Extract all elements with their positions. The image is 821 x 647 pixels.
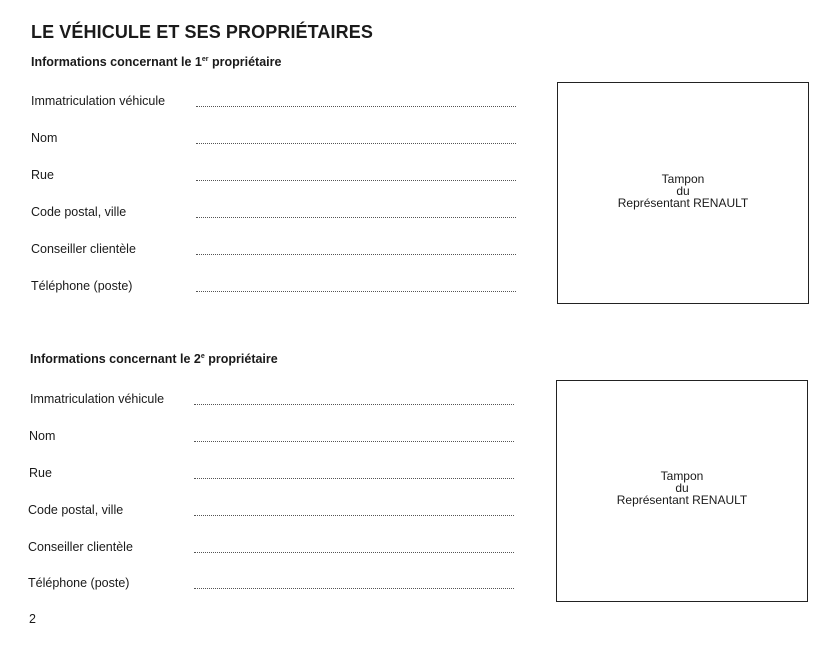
owner2-field-phone[interactable] xyxy=(28,576,518,596)
owner2-field-name[interactable] xyxy=(29,429,519,449)
owner1-stamp-caption xyxy=(558,173,808,209)
owner2-field-name-label: Nom xyxy=(29,429,56,443)
owner1-field-registration-dotted-line[interactable] xyxy=(196,106,516,107)
owner2-field-street-dotted-line[interactable] xyxy=(194,478,514,479)
owner2-heading-prefix: Informations concernant le 2 xyxy=(30,352,201,366)
owner1-field-phone-dotted-line[interactable] xyxy=(196,291,516,292)
owner1-field-registration-label: Immatriculation véhicule xyxy=(31,94,166,108)
owner1-field-street-dotted-line[interactable] xyxy=(196,180,516,181)
page-title: LE VÉHICULE ET SES PROPRIÉTAIRES xyxy=(31,22,373,42)
owner2-dealer-stamp-box[interactable] xyxy=(556,380,808,602)
owner1-field-postcode-city[interactable] xyxy=(31,205,521,225)
owner2-stamp-line-3: Représentant RENAULT xyxy=(616,493,748,507)
owner2-field-postcode-city-label: Code postal, ville xyxy=(28,503,124,517)
owner1-field-registration[interactable] xyxy=(31,94,521,114)
owner1-field-advisor[interactable] xyxy=(31,242,521,262)
owner2-field-phone-dotted-line[interactable] xyxy=(194,588,514,589)
owner2-stamp-caption xyxy=(557,470,807,506)
owner2-heading-superscript: e xyxy=(200,352,205,360)
owner1-field-postcode-city-label: Code postal, ville xyxy=(31,205,127,219)
owner1-stamp-line-2: du xyxy=(676,184,690,198)
owner1-heading xyxy=(31,55,281,69)
owner1-field-phone-label: Téléphone (poste) xyxy=(31,279,133,293)
owner1-field-name-label: Nom xyxy=(31,131,58,145)
owner1-heading-suffix: propriétaire xyxy=(208,55,282,69)
owner2-field-advisor-label: Conseiller clientèle xyxy=(28,540,133,554)
owner1-field-street[interactable] xyxy=(31,168,521,188)
owner1-field-phone[interactable] xyxy=(31,279,521,299)
owner1-field-advisor-label: Conseiller clientèle xyxy=(31,242,136,256)
owner1-field-street-label: Rue xyxy=(31,168,54,182)
page-number: 2 xyxy=(29,612,36,626)
owner1-field-advisor-dotted-line[interactable] xyxy=(196,254,516,255)
owner2-field-street[interactable] xyxy=(29,466,519,486)
owner2-field-postcode-city[interactable] xyxy=(28,503,518,523)
owner1-field-name[interactable] xyxy=(31,131,521,151)
owner2-field-advisor[interactable] xyxy=(28,540,518,560)
owner2-field-registration-dotted-line[interactable] xyxy=(194,404,514,405)
owner1-field-name-dotted-line[interactable] xyxy=(196,143,516,144)
owner2-field-postcode-city-dotted-line[interactable] xyxy=(194,515,514,516)
owner1-heading-prefix: Informations concernant le 1 xyxy=(31,55,202,69)
owner2-stamp-line-2: du xyxy=(675,481,689,495)
owner2-field-registration-label: Immatriculation véhicule xyxy=(30,392,165,406)
owner2-field-name-dotted-line[interactable] xyxy=(194,441,514,442)
owner1-stamp-line-1: Tampon xyxy=(661,172,705,186)
owner2-field-registration[interactable] xyxy=(30,392,520,412)
owner2-heading xyxy=(30,352,278,366)
owner2-field-street-label: Rue xyxy=(29,466,52,480)
owner1-dealer-stamp-box[interactable] xyxy=(557,82,809,304)
owner2-heading-suffix: propriétaire xyxy=(204,352,278,366)
owner2-field-advisor-dotted-line[interactable] xyxy=(194,552,514,553)
owner2-stamp-line-1: Tampon xyxy=(660,469,704,483)
owner2-field-phone-label: Téléphone (poste) xyxy=(28,576,130,590)
owner1-heading-superscript: er xyxy=(201,55,209,63)
owner1-stamp-line-3: Représentant RENAULT xyxy=(617,196,749,210)
owner1-field-postcode-city-dotted-line[interactable] xyxy=(196,217,516,218)
